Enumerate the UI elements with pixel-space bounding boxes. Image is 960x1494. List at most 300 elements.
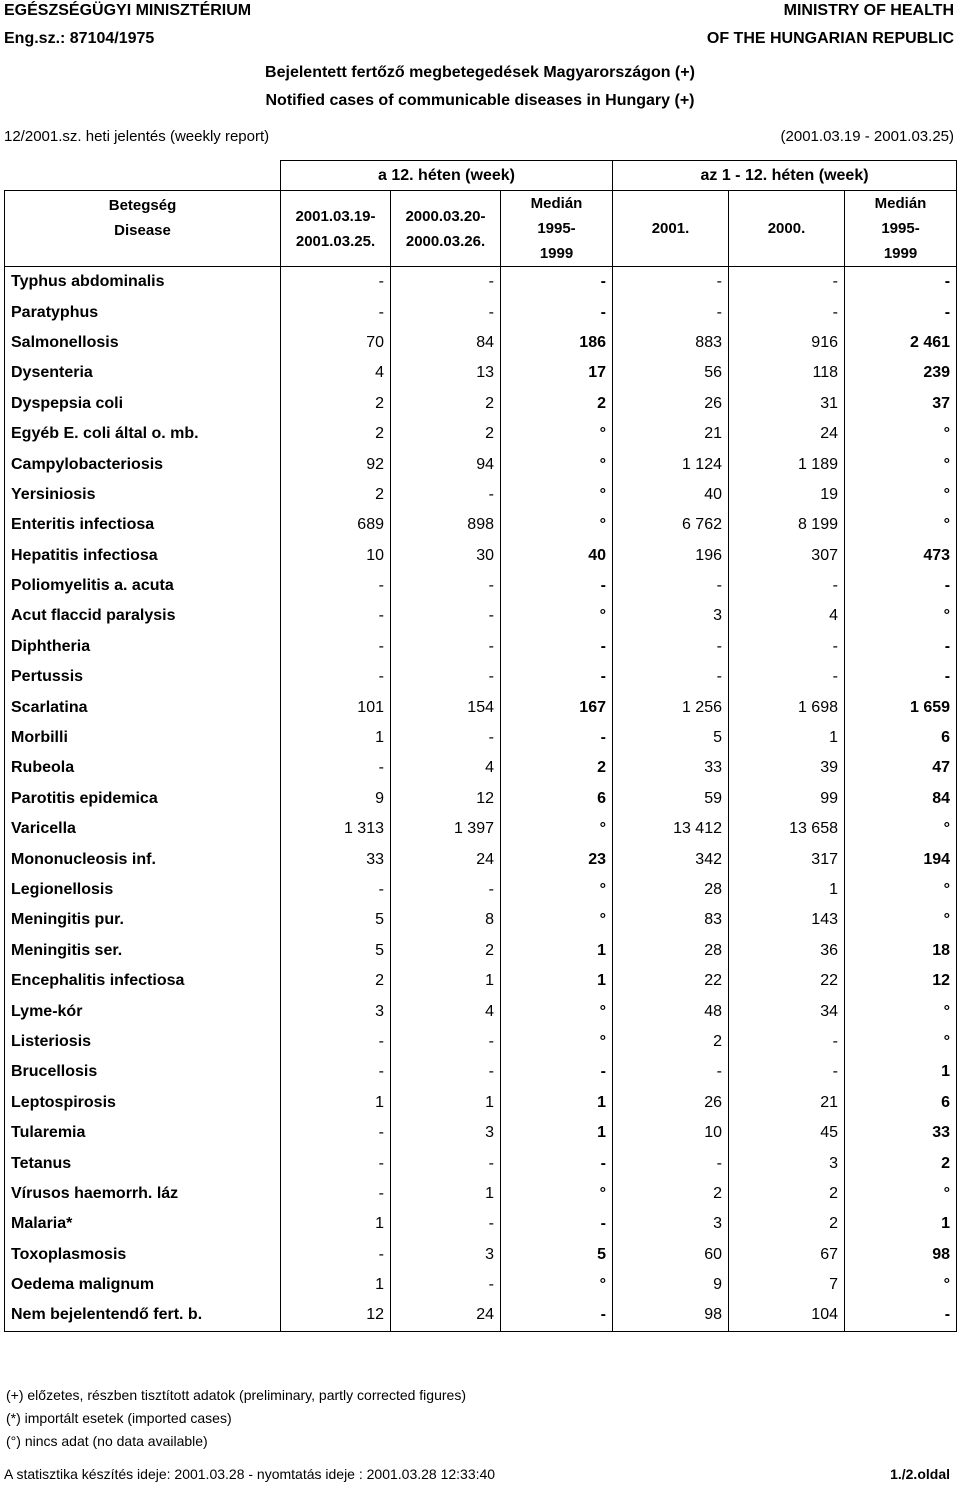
table-row (5, 1088, 957, 1118)
disease-name: Leptospirosis (5, 1088, 281, 1118)
value-cell: 1 (391, 966, 501, 996)
median-years-end: 1999 (539, 245, 574, 262)
value-cell: 1 (845, 1209, 957, 1239)
value-cell: 3 (729, 1148, 845, 1178)
header-blank (5, 161, 281, 191)
table-row (5, 662, 957, 692)
value-cell: 45 (729, 1118, 845, 1148)
value-cell: ° (845, 1179, 957, 1209)
value-cell: ° (501, 480, 613, 510)
value-cell: - (729, 297, 845, 327)
value-cell: - (281, 1240, 391, 1270)
value-cell: 36 (729, 936, 845, 966)
disease-name: Listeriosis (5, 1027, 281, 1057)
table-row (5, 267, 957, 298)
column-header-2001-week (281, 191, 391, 267)
title-hu: Bejelentett fertőző megbetegedések Magyarországon (+) (265, 64, 695, 81)
value-cell: 4 (729, 601, 845, 631)
value-cell: - (729, 1057, 845, 1087)
disease-name: Legionellosis (5, 875, 281, 905)
table-row (5, 419, 957, 449)
footnote-preliminary: (+) előzetes, részben tisztított adatok (preliminary, partly corrected figures) (6, 1387, 466, 1403)
disease-name: Enteritis infectiosa (5, 510, 281, 540)
value-cell: 60 (613, 1240, 729, 1270)
value-cell: 56 (613, 358, 729, 388)
value-cell: - (845, 571, 957, 601)
value-cell: - (501, 632, 613, 662)
value-cell: 48 (613, 996, 729, 1026)
value-cell: - (501, 1057, 613, 1087)
value-cell: - (391, 662, 501, 692)
value-cell: 143 (729, 905, 845, 935)
table-row (5, 358, 957, 388)
value-cell: 1 (281, 1088, 391, 1118)
median-years-start: 1995- (881, 220, 920, 237)
disease-header-en: Disease (114, 222, 171, 239)
value-cell: 33 (281, 844, 391, 874)
value-cell: - (613, 632, 729, 662)
value-cell: 22 (729, 966, 845, 996)
value-cell: - (613, 571, 729, 601)
value-cell: 689 (281, 510, 391, 540)
value-cell: 33 (613, 753, 729, 783)
value-cell: - (281, 297, 391, 327)
value-cell: 104 (729, 1300, 845, 1331)
table-row (5, 936, 957, 966)
value-cell: - (391, 1027, 501, 1057)
value-cell: - (845, 267, 957, 298)
value-cell: - (391, 267, 501, 298)
value-cell: ° (845, 1270, 957, 1300)
value-cell: - (281, 1027, 391, 1057)
value-cell: ° (845, 510, 957, 540)
value-cell: 1 (729, 723, 845, 753)
value-cell: ° (501, 510, 613, 540)
value-cell: 12 (391, 784, 501, 814)
value-cell: 17 (501, 358, 613, 388)
value-cell: - (281, 571, 391, 601)
value-cell: 26 (613, 1088, 729, 1118)
value-cell: 2 (501, 753, 613, 783)
value-cell: - (729, 662, 845, 692)
value-cell: - (281, 875, 391, 905)
value-cell: 167 (501, 692, 613, 722)
value-cell: - (845, 632, 957, 662)
republic-name-en: OF THE HUNGARIAN REPUBLIC (706, 30, 954, 47)
value-cell: 4 (391, 996, 501, 1026)
value-cell: 40 (501, 541, 613, 571)
value-cell: 33 (845, 1118, 957, 1148)
value-cell: 1 (281, 723, 391, 753)
value-cell: - (391, 1270, 501, 1300)
value-cell: 1 (845, 1057, 957, 1087)
value-cell: 26 (613, 389, 729, 419)
value-cell: 13 (391, 358, 501, 388)
disease-table (4, 160, 957, 1332)
value-cell: 7 (729, 1270, 845, 1300)
value-cell: 342 (613, 844, 729, 874)
value-cell: ° (501, 1270, 613, 1300)
value-cell: - (613, 267, 729, 298)
value-cell: ° (845, 814, 957, 844)
value-cell: 101 (281, 692, 391, 722)
value-cell: 118 (729, 358, 845, 388)
value-cell: 3 (613, 1209, 729, 1239)
group-header-week: a 12. héten (week) (281, 161, 613, 191)
value-cell: 24 (391, 1300, 501, 1331)
registration-number: Eng.sz.: 87104/1975 (4, 30, 155, 47)
value-cell: 84 (845, 784, 957, 814)
disease-name: Tularemia (5, 1118, 281, 1148)
value-cell: - (501, 1300, 613, 1331)
value-cell: ° (845, 875, 957, 905)
table-row (5, 1027, 957, 1057)
ministry-name-en: MINISTRY OF HEALTH (783, 2, 954, 19)
column-header-2000-week-end: 2000.03.26. (405, 232, 486, 250)
disease-name: Morbilli (5, 723, 281, 753)
value-cell: ° (501, 1027, 613, 1057)
value-cell: - (729, 632, 845, 662)
value-cell: 6 (845, 723, 957, 753)
value-cell: - (613, 1057, 729, 1087)
value-cell: 3 (613, 601, 729, 631)
value-cell: ° (845, 601, 957, 631)
table-row (5, 480, 957, 510)
value-cell: - (501, 297, 613, 327)
value-cell: 70 (281, 328, 391, 358)
value-cell: - (613, 1148, 729, 1178)
table-row (5, 389, 957, 419)
column-header-2000-week-start: 2000.03.20- (405, 207, 486, 225)
value-cell: 98 (613, 1300, 729, 1331)
table-row (5, 601, 957, 631)
value-cell: 2 (391, 419, 501, 449)
value-cell: 3 (281, 996, 391, 1026)
column-header-2000-week (391, 191, 501, 267)
value-cell: - (391, 1057, 501, 1087)
value-cell: 2 (613, 1179, 729, 1209)
table-row (5, 753, 957, 783)
disease-name: Salmonellosis (5, 328, 281, 358)
table-row (5, 692, 957, 722)
value-cell: - (281, 662, 391, 692)
column-header-2001-week-start: 2001.03.19- (295, 207, 376, 225)
value-cell: 4 (281, 358, 391, 388)
table-row (5, 1300, 957, 1331)
disease-name: Pertussis (5, 662, 281, 692)
value-cell: - (281, 267, 391, 298)
value-cell: 28 (613, 936, 729, 966)
value-cell: - (281, 753, 391, 783)
value-cell: 67 (729, 1240, 845, 1270)
disease-name: Acut flaccid paralysis (5, 601, 281, 631)
value-cell: - (729, 267, 845, 298)
value-cell: - (729, 571, 845, 601)
value-cell: 13 412 (613, 814, 729, 844)
column-header-2001-week-end: 2001.03.25. (295, 232, 376, 250)
value-cell: - (501, 1148, 613, 1178)
value-cell: - (281, 1148, 391, 1178)
value-cell: 883 (613, 328, 729, 358)
value-cell: 24 (391, 844, 501, 874)
value-cell: ° (501, 1179, 613, 1209)
title-en: Notified cases of communicable diseases in Hungary (+) (265, 92, 695, 109)
value-cell: 916 (729, 328, 845, 358)
value-cell: 1 659 (845, 692, 957, 722)
value-cell: 2 (391, 936, 501, 966)
value-cell: 5 (501, 1240, 613, 1270)
disease-name: Dyspepsia coli (5, 389, 281, 419)
value-cell: 5 (613, 723, 729, 753)
value-cell: 307 (729, 541, 845, 571)
value-cell: - (501, 1209, 613, 1239)
value-cell: 5 (281, 936, 391, 966)
disease-name: Meningitis ser. (5, 936, 281, 966)
value-cell: 473 (845, 541, 957, 571)
value-cell: 1 (501, 1088, 613, 1118)
disease-name: Meningitis pur. (5, 905, 281, 935)
disease-name: Hepatitis infectiosa (5, 541, 281, 571)
value-cell: 2 (281, 389, 391, 419)
value-cell: - (281, 1057, 391, 1087)
value-cell: 6 (501, 784, 613, 814)
disease-name: Nem bejelentendő fert. b. (5, 1300, 281, 1331)
value-cell: 47 (845, 753, 957, 783)
value-cell: 1 (391, 1088, 501, 1118)
table-row (5, 875, 957, 905)
value-cell: - (391, 297, 501, 327)
value-cell: 194 (845, 844, 957, 874)
value-cell: 1 698 (729, 692, 845, 722)
table-row (5, 1209, 957, 1239)
value-cell: 59 (613, 784, 729, 814)
disease-name: Tetanus (5, 1148, 281, 1178)
value-cell: ° (501, 814, 613, 844)
value-cell: 9 (281, 784, 391, 814)
disease-name: Scarlatina (5, 692, 281, 722)
disease-column-header (5, 191, 281, 267)
value-cell: 196 (613, 541, 729, 571)
value-cell: 8 (391, 905, 501, 935)
median-years-start: 1995- (537, 220, 576, 237)
value-cell: 12 (281, 1300, 391, 1331)
table-row (5, 996, 957, 1026)
disease-name: Typhus abdominalis (5, 267, 281, 298)
value-cell: ° (501, 996, 613, 1026)
value-cell: ° (845, 419, 957, 449)
disease-name: Rubeola (5, 753, 281, 783)
value-cell: - (729, 1027, 845, 1057)
value-cell: 2 (845, 1148, 957, 1178)
value-cell: - (845, 662, 957, 692)
value-cell: 19 (729, 480, 845, 510)
value-cell: 317 (729, 844, 845, 874)
value-cell: 31 (729, 389, 845, 419)
value-cell: - (391, 632, 501, 662)
value-cell: 2 (613, 1027, 729, 1057)
table-row (5, 571, 957, 601)
value-cell: ° (501, 601, 613, 631)
disease-name: Paratyphus (5, 297, 281, 327)
value-cell: 6 762 (613, 510, 729, 540)
value-cell: 1 (281, 1270, 391, 1300)
value-cell: 83 (613, 905, 729, 935)
value-cell: 22 (613, 966, 729, 996)
value-cell: 28 (613, 875, 729, 905)
value-cell: - (391, 723, 501, 753)
disease-name: Encephalitis infectiosa (5, 966, 281, 996)
disease-name: Diphtheria (5, 632, 281, 662)
table-row (5, 844, 957, 874)
value-cell: 10 (281, 541, 391, 571)
value-cell: 3 (391, 1240, 501, 1270)
report-number: 12/2001.sz. heti jelentés (weekly report) (4, 128, 270, 145)
value-cell: 898 (391, 510, 501, 540)
disease-name: Toxoplasmosis (5, 1240, 281, 1270)
value-cell: 2 (391, 389, 501, 419)
value-cell: 2 (501, 389, 613, 419)
value-cell: 92 (281, 449, 391, 479)
value-cell: - (391, 601, 501, 631)
value-cell: 3 (391, 1118, 501, 1148)
value-cell: 34 (729, 996, 845, 1026)
table-row (5, 449, 957, 479)
disease-name: Dysenteria (5, 358, 281, 388)
value-cell: 23 (501, 844, 613, 874)
value-cell: 1 (391, 1179, 501, 1209)
value-cell: - (845, 1300, 957, 1331)
value-cell: 37 (845, 389, 957, 419)
value-cell: ° (501, 875, 613, 905)
value-cell: 2 (729, 1209, 845, 1239)
value-cell: 10 (613, 1118, 729, 1148)
value-cell: ° (501, 449, 613, 479)
value-cell: 1 189 (729, 449, 845, 479)
value-cell: 1 (281, 1209, 391, 1239)
value-cell: - (613, 662, 729, 692)
table-row (5, 1179, 957, 1209)
value-cell: 1 (729, 875, 845, 905)
column-header-2000-cumulative: 2000. (729, 191, 845, 267)
value-cell: 13 658 (729, 814, 845, 844)
value-cell: - (391, 480, 501, 510)
value-cell: 30 (391, 541, 501, 571)
value-cell: ° (845, 996, 957, 1026)
value-cell: 98 (845, 1240, 957, 1270)
value-cell: 40 (613, 480, 729, 510)
disease-header-hu: Betegség (108, 197, 177, 214)
value-cell: 1 (501, 1118, 613, 1148)
value-cell: 2 (281, 419, 391, 449)
value-cell: 1 (501, 966, 613, 996)
group-header-cumulative: az 1 - 12. héten (week) (613, 161, 957, 191)
value-cell: 39 (729, 753, 845, 783)
value-cell: 9 (613, 1270, 729, 1300)
value-cell: - (613, 297, 729, 327)
value-cell: - (501, 571, 613, 601)
table-row (5, 784, 957, 814)
median-years-end: 1999 (883, 245, 918, 262)
value-cell: - (391, 1209, 501, 1239)
value-cell: ° (845, 905, 957, 935)
value-cell: - (281, 1179, 391, 1209)
footnotes (6, 1384, 466, 1453)
value-cell: - (391, 875, 501, 905)
value-cell: ° (845, 1027, 957, 1057)
value-cell: ° (845, 480, 957, 510)
value-cell: 1 (501, 936, 613, 966)
table-row (5, 814, 957, 844)
disease-name: Brucellosis (5, 1057, 281, 1087)
value-cell: ° (845, 449, 957, 479)
value-cell: - (281, 632, 391, 662)
value-cell: 84 (391, 328, 501, 358)
value-cell: 2 (729, 1179, 845, 1209)
column-header-median-week (501, 191, 613, 267)
value-cell: ° (501, 905, 613, 935)
table-row (5, 1118, 957, 1148)
value-cell: 18 (845, 936, 957, 966)
column-header-2001-cumulative: 2001. (613, 191, 729, 267)
disease-name: Vírusos haemorrh. láz (5, 1179, 281, 1209)
value-cell: 1 313 (281, 814, 391, 844)
disease-name: Malaria* (5, 1209, 281, 1239)
value-cell: 4 (391, 753, 501, 783)
disease-name: Mononucleosis inf. (5, 844, 281, 874)
value-cell: 1 397 (391, 814, 501, 844)
disease-name: Varicella (5, 814, 281, 844)
disease-rows (5, 267, 957, 1332)
value-cell: 24 (729, 419, 845, 449)
ministry-name-hu: EGÉSZSÉGÜGYI MINISZTÉRIUM (4, 2, 252, 19)
value-cell: - (501, 662, 613, 692)
disease-name: Campylobacteriosis (5, 449, 281, 479)
footnote-imported: (*) importált esetek (imported cases) (6, 1410, 232, 1426)
value-cell: - (391, 1148, 501, 1178)
report-period: (2001.03.19 - 2001.03.25) (780, 128, 954, 145)
value-cell: 154 (391, 692, 501, 722)
value-cell: - (501, 267, 613, 298)
table-row (5, 297, 957, 327)
table-row (5, 905, 957, 935)
median-label: Medián (874, 195, 927, 212)
table-row (5, 541, 957, 571)
value-cell: 21 (729, 1088, 845, 1118)
value-cell: 6 (845, 1088, 957, 1118)
table-row (5, 1240, 957, 1270)
disease-name: Poliomyelitis a. acuta (5, 571, 281, 601)
table-row (5, 510, 957, 540)
table-row (5, 1270, 957, 1300)
value-cell: 1 124 (613, 449, 729, 479)
value-cell: 1 256 (613, 692, 729, 722)
page-number: 1./2.oldal (890, 1466, 950, 1482)
value-cell: 8 199 (729, 510, 845, 540)
table-row (5, 723, 957, 753)
disease-name: Yersiniosis (5, 480, 281, 510)
table-row (5, 632, 957, 662)
value-cell: - (281, 601, 391, 631)
value-cell: 21 (613, 419, 729, 449)
value-cell: 5 (281, 905, 391, 935)
value-cell: 239 (845, 358, 957, 388)
disease-name: Parotitis epidemica (5, 784, 281, 814)
disease-name: Egyéb E. coli által o. mb. (5, 419, 281, 449)
value-cell: 2 (281, 480, 391, 510)
value-cell: - (391, 571, 501, 601)
disease-name: Oedema malignum (5, 1270, 281, 1300)
column-header-median-cumulative (845, 191, 957, 267)
